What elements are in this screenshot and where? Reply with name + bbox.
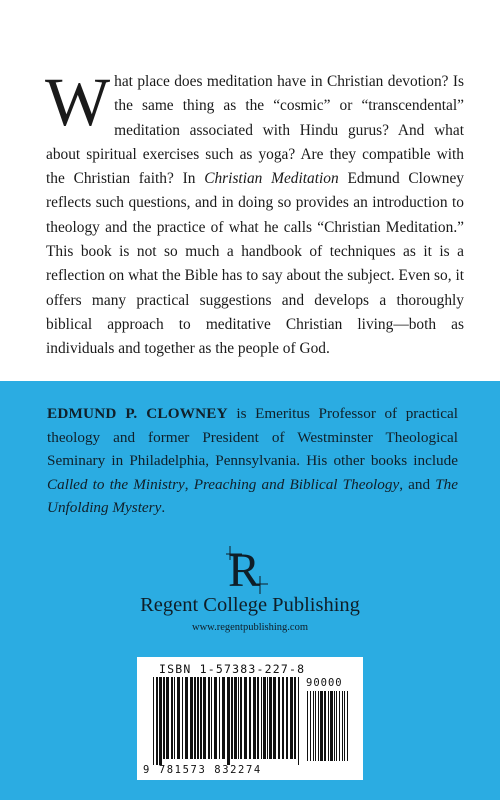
ean-number: 9 781573 832274	[143, 764, 262, 776]
blurb-section	[0, 0, 500, 381]
barcode-bar	[203, 677, 206, 759]
barcode-bar	[200, 677, 202, 759]
barcode-bar	[227, 677, 230, 765]
barcode-bar	[159, 677, 162, 765]
barcode-bar	[177, 677, 180, 759]
barcode-bar	[163, 677, 165, 759]
barcode-bar	[298, 677, 299, 765]
barcode-bar	[194, 677, 196, 759]
barcode-bar	[238, 677, 239, 759]
barcode-bar	[336, 691, 337, 761]
barcode-bar	[234, 677, 237, 759]
barcode-bar	[244, 677, 247, 759]
barcode-bar	[263, 677, 266, 759]
barcode-bar	[174, 677, 175, 759]
barcode-bar	[318, 691, 319, 761]
barcode-bar	[190, 677, 193, 759]
price-code: 90000	[306, 677, 343, 689]
author-name: EDMUND P. CLOWNEY	[47, 405, 228, 422]
barcode-area	[137, 657, 363, 780]
publisher-website: www.regentpublishing.com	[192, 622, 308, 633]
barcode-bar	[153, 677, 154, 765]
other-book-3: The Unfolding Mystery	[47, 475, 458, 517]
barcode-bar	[240, 677, 242, 759]
blurb-book-title: Christian Meditation	[204, 170, 339, 188]
bio-end: .	[161, 499, 166, 517]
publisher-name: Regent College Publishing	[140, 594, 360, 616]
author-panel	[0, 381, 500, 800]
barcode-bar	[249, 677, 251, 759]
book-blurb	[45, 64, 464, 362]
other-book-2: Preaching and Biblical Theology	[193, 475, 400, 493]
barcode-bar	[330, 691, 333, 761]
barcode-bar	[211, 677, 212, 759]
barcode-bar	[185, 677, 188, 759]
barcode-bar	[290, 677, 293, 759]
barcode-bar	[339, 691, 340, 761]
publisher-logo	[224, 544, 270, 596]
barcode-bar	[315, 691, 316, 761]
barcode-bar	[294, 677, 296, 759]
barcode-bar	[257, 677, 259, 759]
barcode-bar	[307, 691, 308, 761]
barcode-bar	[286, 677, 288, 759]
price-barcode	[307, 691, 353, 761]
author-bio	[47, 402, 458, 520]
barcode-bar	[214, 677, 217, 759]
barcode-bar	[334, 691, 335, 761]
barcode-bar	[273, 677, 276, 759]
barcode-bar	[219, 677, 220, 759]
drop-cap: W	[45, 64, 111, 140]
bio-text: is Emeritus Professor of practical theology and former President of Westminster Theological Seminary in Philadelphia, Pennsylvania. His other books include	[47, 405, 458, 470]
barcode-bar	[267, 677, 268, 759]
barcode-bar	[313, 691, 314, 761]
barcode-bar	[166, 677, 169, 759]
barcode-bar	[320, 691, 323, 761]
barcode-bar	[344, 691, 345, 761]
barcode-bar	[222, 677, 225, 759]
barcode-bar	[342, 691, 343, 761]
barcode-bar	[171, 677, 173, 759]
blurb-intro: hat place does meditation have in Christian devotion? Is the same thing as the “cosmic” or “transcendental” meditation associated with Hindu gurus? And what about spiritual exercises such as yoga? Are they compatible with the Christian faith? In	[46, 73, 464, 188]
barcode-bar	[231, 677, 233, 759]
barcode-bar	[282, 677, 284, 759]
barcode-bar	[261, 677, 262, 759]
barcode-bar	[197, 677, 199, 759]
barcode-bar	[208, 677, 210, 759]
blurb-rest: Edmund Clowney reflects such questions, and in doing so provides an introduction to theology and the practice of what he calls “Christian Meditation.” This book is not so much a handbook of techniques as it is a reflection on what the Bible has to say about the subject. Even so, it offers many practical suggestions and develops a thoroughly biblical approach to meditative Christian living—both as individuals and together as the people of God.	[46, 170, 464, 358]
bio-separator: , and	[399, 475, 436, 493]
publisher-logo-letter: R	[228, 544, 261, 596]
barcode-bar	[328, 691, 329, 761]
bio-separator: ,	[184, 475, 194, 493]
barcode-bar	[269, 677, 272, 759]
ean-barcode	[153, 677, 303, 765]
barcode-bar	[324, 691, 326, 761]
barcode-bar	[182, 677, 183, 759]
barcode-bar	[156, 677, 158, 765]
other-book-1: Called to the Ministry	[47, 475, 185, 493]
barcode-bar	[347, 691, 348, 761]
isbn-label: ISBN 1-57383-227-8	[159, 662, 306, 676]
barcode-bar	[278, 677, 280, 759]
barcode-bar	[310, 691, 311, 761]
barcode-bar	[253, 677, 256, 759]
